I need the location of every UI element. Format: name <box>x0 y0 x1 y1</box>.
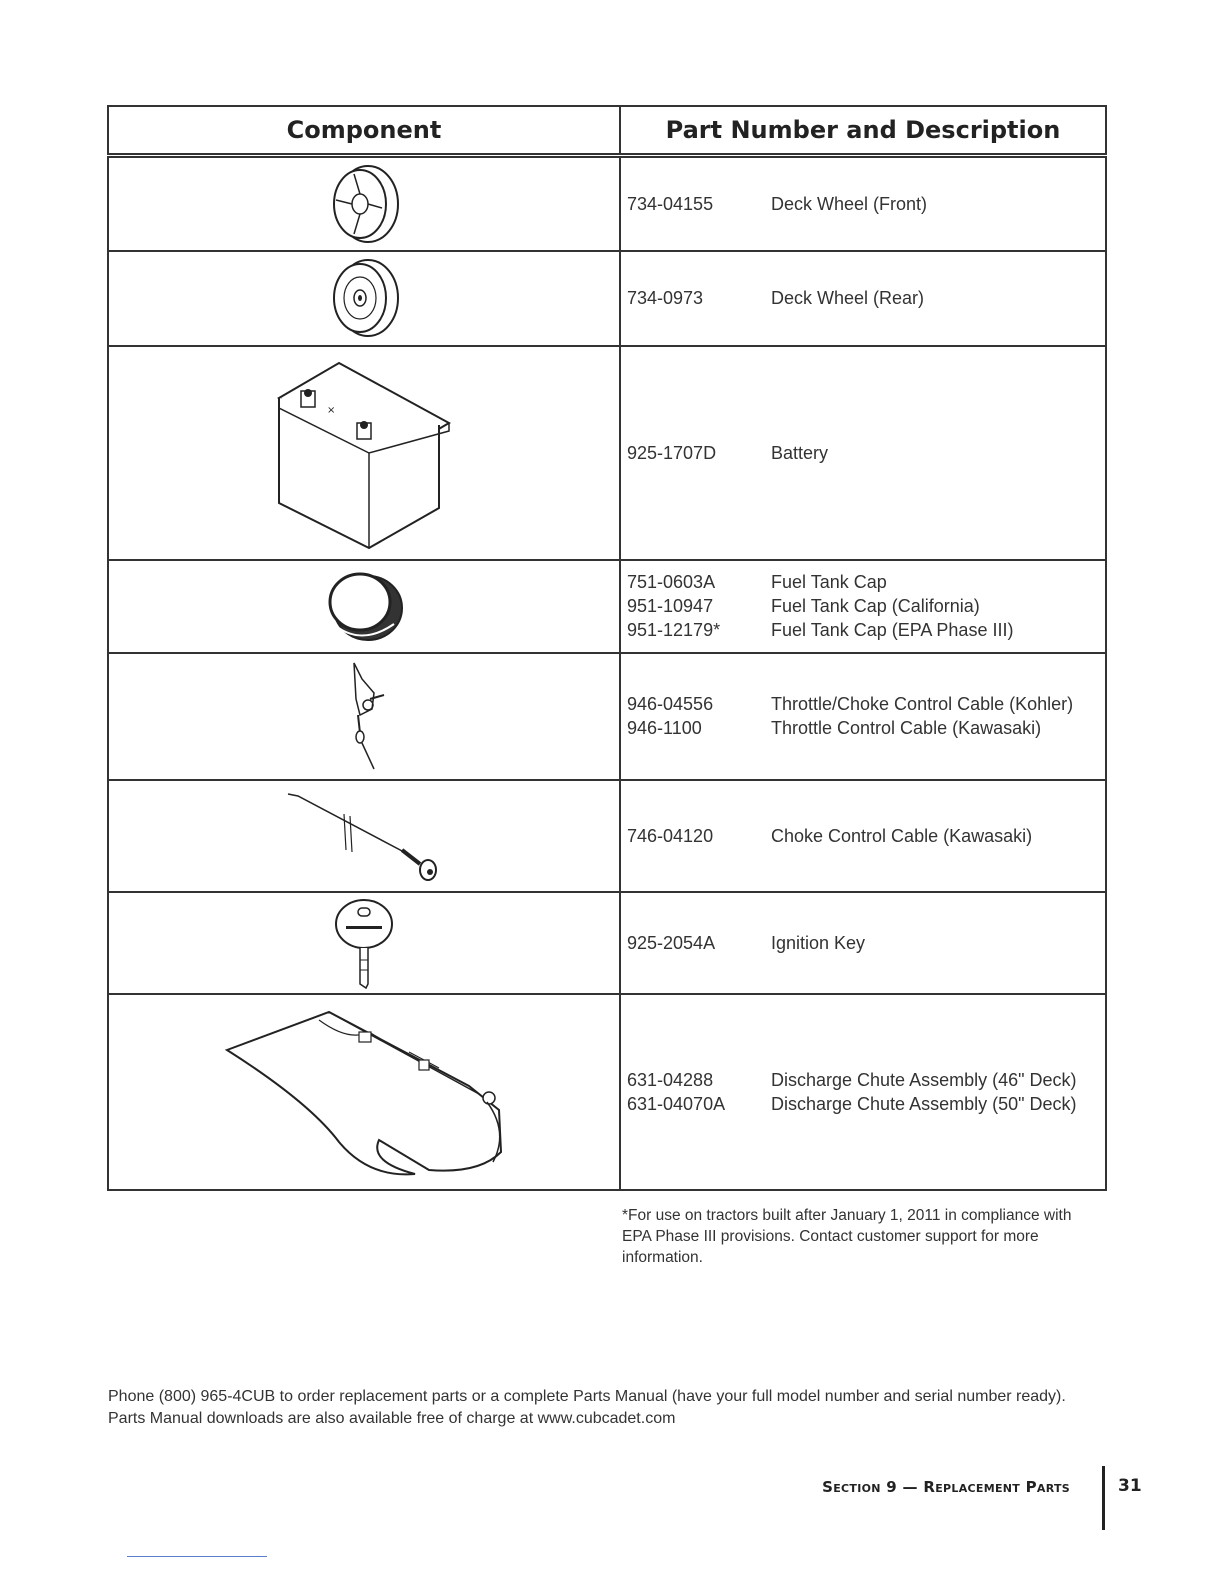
table-row <box>108 156 1106 251</box>
page-number: 31 <box>1118 1476 1142 1496</box>
part-number: 734-0973 <box>627 288 704 308</box>
ignition-key-icon <box>332 896 396 990</box>
part-line <box>627 824 1105 848</box>
table-row <box>108 994 1106 1190</box>
svg-text:×: × <box>327 404 336 416</box>
description-cell <box>620 156 1106 251</box>
component-cell <box>108 560 620 653</box>
footer-rule <box>127 1556 267 1557</box>
part-number: 951-10947 <box>627 596 714 616</box>
component-cell <box>108 156 620 251</box>
ordering-info: Phone (800) 965-4CUB to order replacement parts or a complete Parts Manual (have your full model number and serial number ready). Parts Manual downloads are also available free of charge at www.cubcadet.com <box>108 1388 1066 1427</box>
part-line <box>627 286 1105 310</box>
part-number: 631-04070A <box>627 1093 726 1114</box>
page-divider <box>1102 1466 1105 1530</box>
table-header-row <box>108 106 1106 156</box>
part-description: Choke Control Cable (Kawasaki) <box>771 825 1033 846</box>
part-line <box>627 716 1105 740</box>
choke-cable-icon <box>284 786 444 886</box>
component-cell <box>108 892 620 994</box>
part-description: Discharge Chute Assembly (50" Deck) <box>771 1093 1077 1114</box>
part-line <box>627 192 1105 216</box>
part-line <box>627 692 1105 716</box>
header-component: Component <box>108 106 620 156</box>
part-description: Throttle/Choke Control Cable (Kohler) <box>771 694 1074 714</box>
table-row <box>108 780 1106 892</box>
component-cell <box>108 780 620 892</box>
part-description: Ignition Key <box>771 932 866 953</box>
part-line <box>627 570 1105 594</box>
battery-icon <box>269 353 459 553</box>
part-description: Fuel Tank Cap (California) <box>771 596 980 616</box>
table-row <box>108 251 1106 346</box>
component-cell <box>108 346 620 560</box>
throttle-cable-icon <box>334 659 394 773</box>
table-row <box>108 653 1106 780</box>
discharge-chute-icon <box>219 1002 509 1182</box>
part-line <box>627 1092 1105 1116</box>
part-line <box>627 1068 1105 1092</box>
table-row <box>108 346 1106 560</box>
component-cell <box>108 251 620 346</box>
part-description: Deck Wheel (Rear) <box>771 288 925 308</box>
part-description: Battery <box>771 442 829 463</box>
part-number: 746-04120 <box>627 825 714 846</box>
description-cell <box>620 560 1106 653</box>
component-cell <box>108 994 620 1190</box>
description-cell <box>620 346 1106 560</box>
part-number: 925-2054A <box>627 932 716 953</box>
part-number: 946-04556 <box>627 694 714 714</box>
parts-table <box>107 105 1107 1191</box>
component-cell <box>108 653 620 780</box>
part-number: 925-1707D <box>627 442 717 463</box>
part-number: 951-12179* <box>627 620 721 640</box>
part-description: Discharge Chute Assembly (46" Deck) <box>771 1069 1077 1090</box>
table-row <box>108 560 1106 653</box>
description-cell <box>620 892 1106 994</box>
part-number: 734-04155 <box>627 193 714 214</box>
description-cell <box>620 994 1106 1190</box>
part-line <box>627 594 1105 618</box>
deck-wheel-front-icon <box>324 162 404 246</box>
part-line <box>627 618 1105 642</box>
deck-wheel-rear-icon <box>324 256 404 340</box>
part-description: Fuel Tank Cap <box>771 572 887 592</box>
description-cell <box>620 251 1106 346</box>
header-part-number-description: Part Number and Description <box>620 106 1106 156</box>
epa-footnote: *For use on tractors built after January 1, 2011 in compliance with EPA Phase III provisions. Contact customer support for more information. <box>622 1207 1072 1266</box>
part-number: 631-04288 <box>627 1069 714 1090</box>
part-description: Deck Wheel (Front) <box>771 193 928 214</box>
fuel-tank-cap-icon <box>322 566 406 646</box>
part-line <box>627 931 1105 955</box>
description-cell <box>620 653 1106 780</box>
section-label: Section 9 — Replacement Parts <box>822 1478 1070 1496</box>
part-description: Throttle Control Cable (Kawasaki) <box>771 718 1042 738</box>
part-description: Fuel Tank Cap (EPA Phase III) <box>771 620 1014 640</box>
table-row <box>108 892 1106 994</box>
part-number: 751-0603A <box>627 572 716 592</box>
part-line <box>627 441 1105 465</box>
part-number: 946-1100 <box>627 718 702 738</box>
description-cell <box>620 780 1106 892</box>
